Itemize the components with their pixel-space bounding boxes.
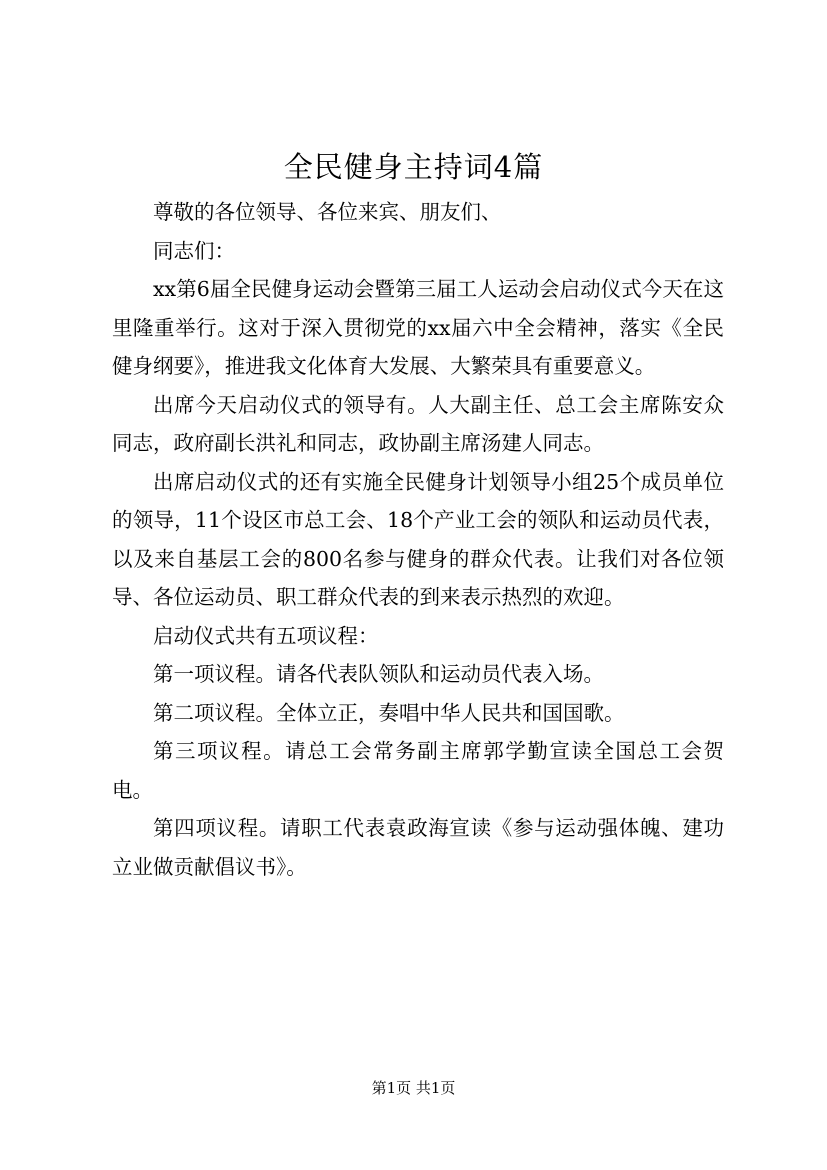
greeting-paragraph: 同志们： [153, 238, 235, 263]
greeting-paragraph: 尊敬的各位领导、各位来宾、朋友们、 [153, 200, 502, 224]
page-number-footer: 第1页 共1页 [371, 1079, 456, 1097]
document-body [112, 193, 724, 886]
body-paragraph: 出席启动仪式的还有实施全民健身计划领导小组25个成员单位的领导，11个设区市总工会、18个产业工会的领队和运动员代表，以及来自基层工会的800名参与健身的群众代表。让我们对各位领导、各位运动员、职工群众代表的到来表示热烈的欢迎。 [112, 469, 724, 609]
agenda-item: 第二项议程。全体立正，奏唱中华人民共和国国歌。 [153, 700, 625, 725]
body-paragraph: xx第6届全民健身运动会暨第三届工人运动会启动仪式今天在这里隆重举行。这对于深入贯彻党的xx届六中全会精神，落实《全民健身纲要》，推进我文化体育大发展、大繁荣具有重要意义。 [112, 277, 724, 378]
document-title: 全民健身主持词4篇 [283, 150, 544, 184]
body-paragraph: 出席今天启动仪式的领导有。人大副主任、总工会主席陈安众同志，政府副长洪礼和同志，政协副主席汤建人同志。 [112, 392, 724, 455]
agenda-item: 第四项议程。请职工代表袁政海宣读《参与运动强体魄、建功立业做贡献倡议书》。 [112, 816, 724, 879]
agenda-item: 第一项议程。请各代表队领队和运动员代表入场。 [153, 662, 604, 686]
agenda-heading: 启动仪式共有五项议程： [153, 623, 379, 648]
agenda-item: 第三项议程。请总工会常务副主席郭学勤宣读全国总工会贺电。 [112, 739, 724, 802]
